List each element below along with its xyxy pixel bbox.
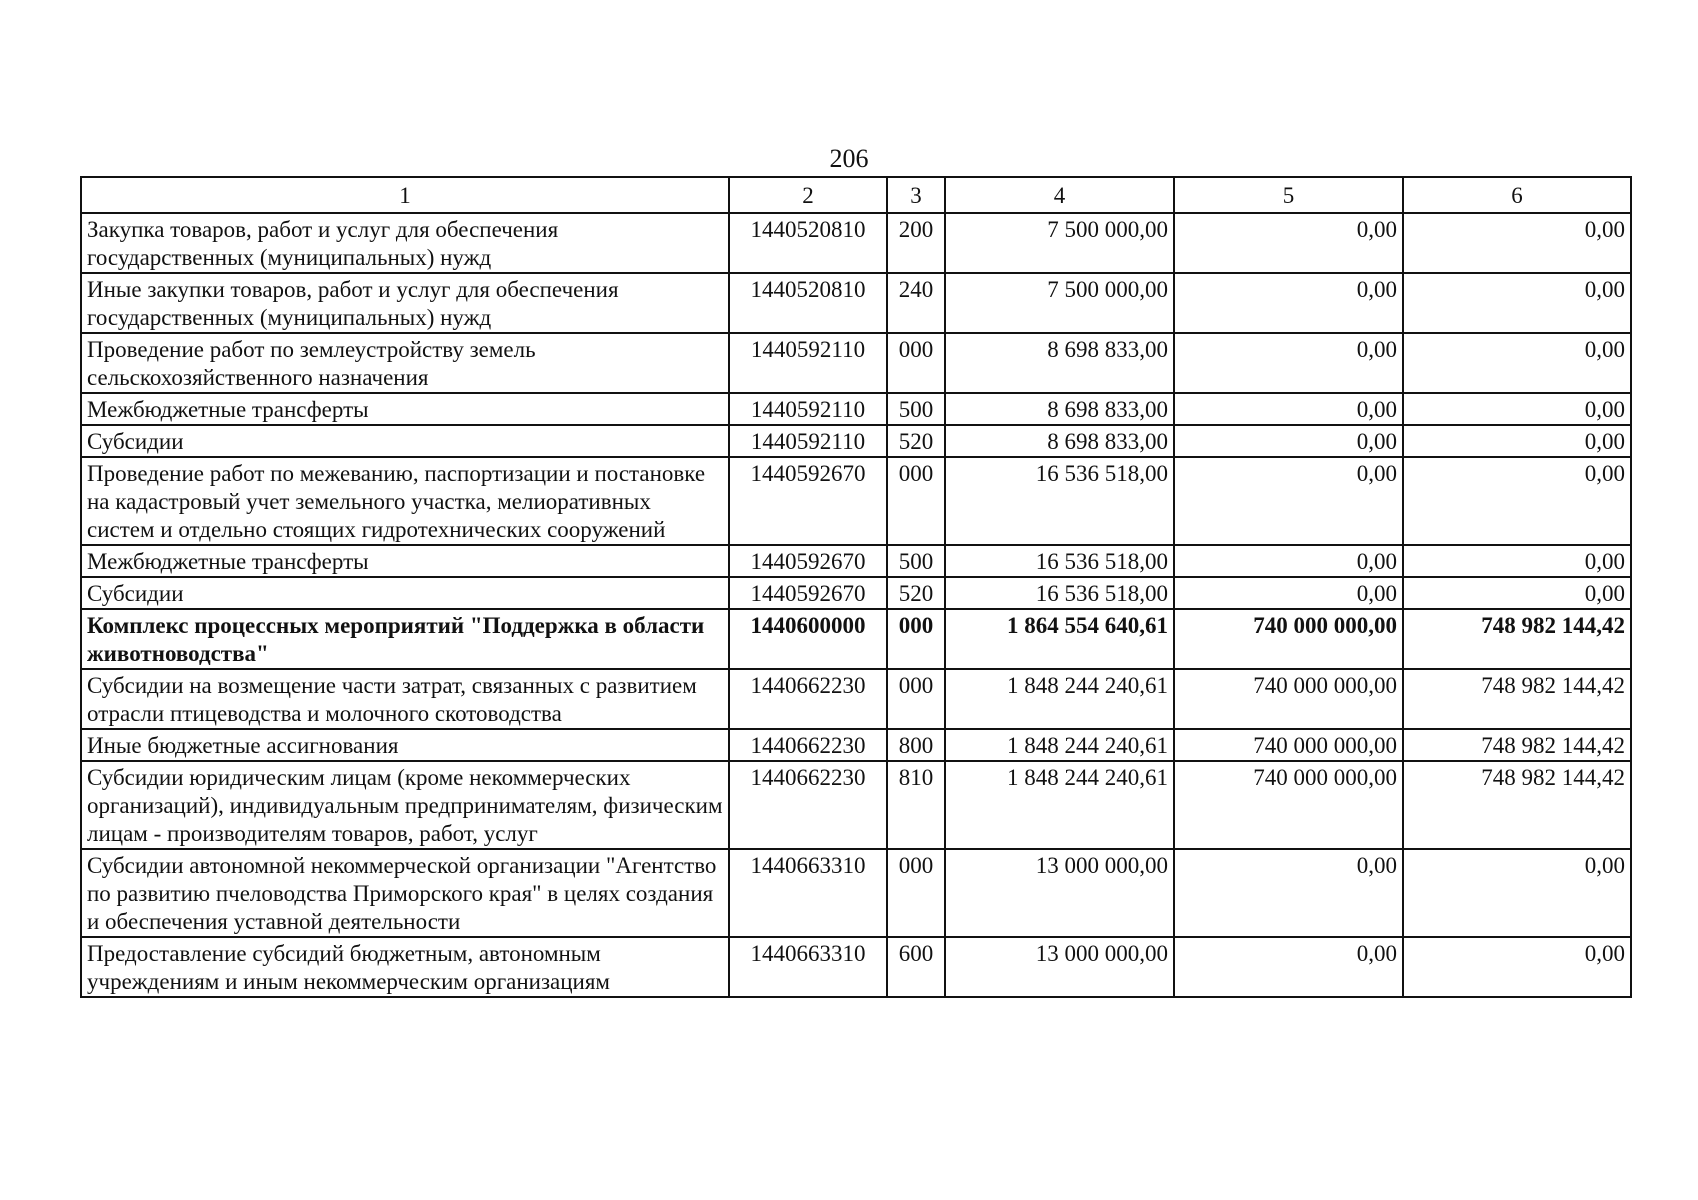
row-amount-col6-cell: 0,00: [1403, 333, 1631, 393]
row-amount-col6-cell: 0,00: [1403, 937, 1631, 997]
row-amount-col5-cell: 0,00: [1174, 273, 1403, 333]
row-expense-type-cell: 240: [887, 273, 945, 333]
row-amount-col5-cell: 0,00: [1174, 937, 1403, 997]
row-name-cell: Иные закупки товаров, работ и услуг для обеспечения государственных (муниципальных) нужд: [81, 273, 729, 333]
row-expense-type-cell: 810: [887, 761, 945, 849]
row-amount-col4-cell: 16 536 518,00: [945, 457, 1174, 545]
row-amount-col5-cell: 0,00: [1174, 545, 1403, 577]
table-row: [81, 333, 1631, 393]
row-name-cell: Закупка товаров, работ и услуг для обеспечения государственных (муниципальных) нужд: [81, 213, 729, 273]
row-expense-type-cell: 000: [887, 333, 945, 393]
row-amount-col6-cell: 748 982 144,42: [1403, 761, 1631, 849]
row-amount-col4-cell: 7 500 000,00: [945, 213, 1174, 273]
row-name-cell: Межбюджетные трансферты: [81, 393, 729, 425]
row-amount-col4-cell: 8 698 833,00: [945, 425, 1174, 457]
row-amount-col6-cell: 748 982 144,42: [1403, 729, 1631, 761]
row-amount-col6-cell: 0,00: [1403, 273, 1631, 333]
row-name-cell: Межбюджетные трансферты: [81, 545, 729, 577]
row-amount-col6-cell: 0,00: [1403, 577, 1631, 609]
row-code-cell: 1440592670: [729, 457, 887, 545]
row-amount-col6-cell: 0,00: [1403, 545, 1631, 577]
row-code-cell: 1440663310: [729, 849, 887, 937]
row-name-cell: Субсидии юридическим лицам (кроме некоммерческих организаций), индивидуальным предпринимателям, физическим лицам - производителям товаров, работ, услуг: [81, 761, 729, 849]
table-row: [81, 273, 1631, 333]
table-row: [81, 761, 1631, 849]
page-number: 206: [829, 144, 869, 173]
row-amount-col4-cell: 16 536 518,00: [945, 545, 1174, 577]
column-header: 5: [1174, 177, 1403, 213]
row-name-cell: Субсидии: [81, 577, 729, 609]
row-code-cell: 1440592670: [729, 545, 887, 577]
row-expense-type-cell: 520: [887, 425, 945, 457]
row-amount-col5-cell: 0,00: [1174, 849, 1403, 937]
row-amount-col6-cell: 748 982 144,42: [1403, 669, 1631, 729]
row-amount-col4-cell: 16 536 518,00: [945, 577, 1174, 609]
row-amount-col6-cell: 748 982 144,42: [1403, 609, 1631, 669]
row-amount-col6-cell: 0,00: [1403, 213, 1631, 273]
column-header: 3: [887, 177, 945, 213]
row-amount-col4-cell: 1 848 244 240,61: [945, 761, 1174, 849]
row-amount-col4-cell: 8 698 833,00: [945, 333, 1174, 393]
row-expense-type-cell: 000: [887, 609, 945, 669]
row-code-cell: 1440662230: [729, 761, 887, 849]
row-code-cell: 1440592110: [729, 425, 887, 457]
table-row: [81, 609, 1631, 669]
table-row: [81, 577, 1631, 609]
row-name-cell: Предоставление субсидий бюджетным, автономным учреждениям и иным некоммерческим организациям: [81, 937, 729, 997]
row-code-cell: 1440600000: [729, 609, 887, 669]
row-amount-col6-cell: 0,00: [1403, 425, 1631, 457]
row-amount-col5-cell: 0,00: [1174, 333, 1403, 393]
row-name-cell: Субсидии: [81, 425, 729, 457]
row-name-cell: Субсидии на возмещение части затрат, связанных с развитием отрасли птицеводства и молочного скотоводства: [81, 669, 729, 729]
row-amount-col4-cell: 1 848 244 240,61: [945, 669, 1174, 729]
table-row: [81, 937, 1631, 997]
row-expense-type-cell: 000: [887, 669, 945, 729]
row-expense-type-cell: 200: [887, 213, 945, 273]
row-expense-type-cell: 500: [887, 545, 945, 577]
row-expense-type-cell: 600: [887, 937, 945, 997]
row-amount-col5-cell: 740 000 000,00: [1174, 609, 1403, 669]
table-row: [81, 849, 1631, 937]
table-row: [81, 545, 1631, 577]
row-amount-col4-cell: 1 848 244 240,61: [945, 729, 1174, 761]
row-amount-col6-cell: 0,00: [1403, 457, 1631, 545]
row-amount-col5-cell: 0,00: [1174, 577, 1403, 609]
budget-table: [80, 176, 1632, 998]
row-code-cell: 1440592110: [729, 333, 887, 393]
row-amount-col5-cell: 740 000 000,00: [1174, 669, 1403, 729]
row-code-cell: 1440662230: [729, 669, 887, 729]
table-row: [81, 213, 1631, 273]
row-expense-type-cell: 000: [887, 457, 945, 545]
row-amount-col5-cell: 0,00: [1174, 393, 1403, 425]
column-header: 4: [945, 177, 1174, 213]
row-expense-type-cell: 800: [887, 729, 945, 761]
row-amount-col5-cell: 0,00: [1174, 213, 1403, 273]
row-expense-type-cell: 000: [887, 849, 945, 937]
row-name-cell: Проведение работ по межеванию, паспортизации и постановке на кадастровый учет земельного участка, мелиоративных систем и отдельно стоящих гидротехнических сооружений: [81, 457, 729, 545]
row-amount-col5-cell: 740 000 000,00: [1174, 761, 1403, 849]
row-name-cell: Субсидии автономной некоммерческой организации "Агентство по развитию пчеловодства Приморского края" в целях создания и обеспечения уставной деятельности: [81, 849, 729, 937]
row-name-cell: Проведение работ по землеустройству земель сельскохозяйственного назначения: [81, 333, 729, 393]
table-row: [81, 425, 1631, 457]
table-row: [81, 457, 1631, 545]
row-amount-col5-cell: 0,00: [1174, 425, 1403, 457]
column-header: 1: [81, 177, 729, 213]
row-amount-col4-cell: 13 000 000,00: [945, 937, 1174, 997]
table-row: [81, 729, 1631, 761]
row-amount-col4-cell: 8 698 833,00: [945, 393, 1174, 425]
row-code-cell: 1440662230: [729, 729, 887, 761]
column-header: 6: [1403, 177, 1631, 213]
column-header: 2: [729, 177, 887, 213]
table-row: [81, 393, 1631, 425]
table-header-row: [81, 177, 1631, 213]
row-expense-type-cell: 520: [887, 577, 945, 609]
row-code-cell: 1440663310: [729, 937, 887, 997]
row-name-cell: Комплекс процессных мероприятий "Поддержка в области животноводства": [81, 609, 729, 669]
row-amount-col4-cell: 1 864 554 640,61: [945, 609, 1174, 669]
row-amount-col5-cell: 0,00: [1174, 457, 1403, 545]
table-body: [81, 213, 1631, 997]
row-expense-type-cell: 500: [887, 393, 945, 425]
table-row: [81, 669, 1631, 729]
row-name-cell: Иные бюджетные ассигнования: [81, 729, 729, 761]
row-amount-col5-cell: 740 000 000,00: [1174, 729, 1403, 761]
row-amount-col4-cell: 13 000 000,00: [945, 849, 1174, 937]
row-code-cell: 1440520810: [729, 213, 887, 273]
row-amount-col4-cell: 7 500 000,00: [945, 273, 1174, 333]
row-code-cell: 1440520810: [729, 273, 887, 333]
row-code-cell: 1440592670: [729, 577, 887, 609]
row-amount-col6-cell: 0,00: [1403, 393, 1631, 425]
row-amount-col6-cell: 0,00: [1403, 849, 1631, 937]
row-code-cell: 1440592110: [729, 393, 887, 425]
